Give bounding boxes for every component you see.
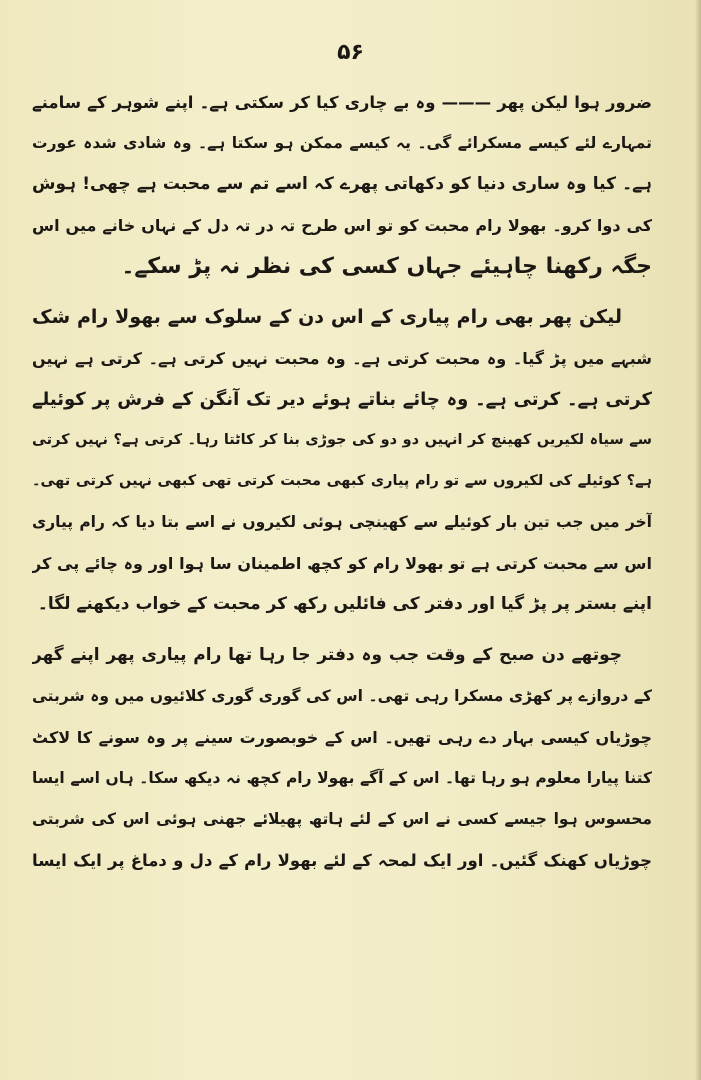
page-number: ۵۶ [337,40,364,65]
text-line: سے سیاہ لکیریں کھینچ کر انہیں دو دو کی جوڑی بنا کر کاٹتا رہا۔ کرتی ہے؟ نہیں کرتی [32,432,652,448]
text-line: ہے۔ کیا وہ ساری دنیا کو دکھاتی پھرے کہ اسے تم سے محبت ہے چھی! ہوش [32,174,652,194]
text-line: ضرور ہوا لیکن پھر ——— وہ بے چاری کیا کر سکتی ہے۔ اپنے شوہر کے سامنے [32,93,652,112]
text-line: چوڑیاں کھنک گئیں۔ اور ایک لمحہ کے لئے بھولا رام کے دل و دماغ پر ایک ایسا [32,851,652,870]
text-line: کے دروازے پر کھڑی مسکرا رہی تھی۔ اس کی گوری گوری کلائیوں میں وہ شربتی [32,687,652,705]
text-line: تمہارے لئے کیسے مسکرائے گی۔ یہ کیسے ممکن ہو سکتا ہے۔ وہ شادی شدہ عورت [32,134,652,152]
text-line: کرتی ہے۔ کرتی ہے۔ وہ چائے بناتے ہوئے دیر تک آنگن کے فرش پر کوئیلے [32,389,652,410]
text-line: چوڑیاں کیسی بہار دے رہی تھیں۔ اس کے خوبصورت سینے پر وہ سونے کا لاکٹ [32,728,652,747]
text-line: شبہے میں پڑ گیا۔ وہ محبت کرتی ہے۔ وہ محبت نہیں کرتی ہے۔ کرتی ہے نہیں [32,349,652,368]
body-text [32,82,652,881]
paragraph-3 [32,635,652,881]
text-line: کتنا پیارا معلوم ہو رہا تھا۔ اس کے آگے بھولا رام کچھ نہ دیکھ سکا۔ ہاں اسے ایسا [32,769,652,787]
page-edge-shadow [695,0,701,1080]
paragraph-2 [32,297,652,625]
paragraph-1 [32,82,652,287]
text-line: اپنے بستر پر پڑ گیا اور دفتر کی فائلیں رکھ کر محبت کے خواب دیکھنے لگا۔ [37,594,652,614]
text-line: اس سے محبت کرتی ہے تو بھولا رام کو کچھ اطمینان سا ہوا اور وہ چائے پی کر [32,554,652,573]
text-line: لیکن پھر بھی رام پیاری کے اس دن کے سلوک سے بھولا رام شک [32,306,622,328]
text-line: ہے؟ کوئیلے کی لکیروں سے تو رام پیاری کبھی محبت کرتی تھی کبھی نہیں کرتی تھی۔ [32,473,652,489]
text-line: آخر میں جب تین بار کوئیلے سے کھینچی ہوئی لکیروں نے اسے بتا دیا کہ رام پیاری [32,513,652,531]
text-line: محسوس ہوا جیسے کسی نے اس کے لئے ہاتھ پھیلائے جھنی ہوئی اس کی شربتی [32,810,652,828]
text-line: جگہ رکھنا چاہیئے جہاں کسی کی نظر نہ پڑ سکے۔ [121,254,652,279]
text-line: کی دوا کرو۔ بھولا رام محبت کو تو اس طرح تہ در تہ دل کے نہاں خانے میں اس [32,216,652,235]
text-line: چوتھے دن صبح کے وقت جب وہ دفتر جا رہا تھا رام پیاری پھر اپنے گھر [32,645,622,665]
